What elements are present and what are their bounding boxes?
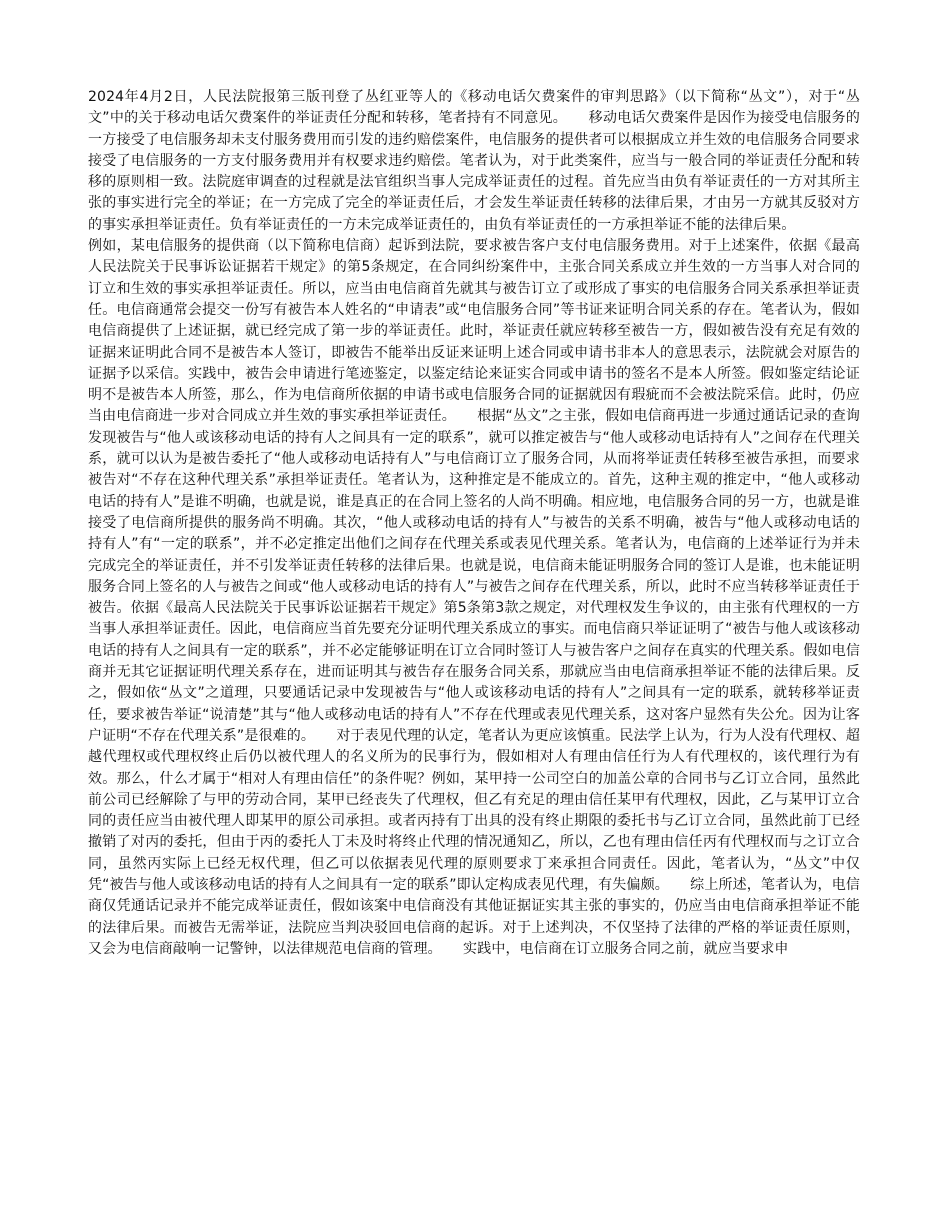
article-paragraph: 例如，某电信服务的提供商（以下简称电信商）起诉到法院，要求被告客户支付电信服务费用。对于上述案件，依据《最高人民法院关于民事诉讼证据若干规定》的第5条规定，在合同纠纷案件中，主张合同关系成立并生效的一方当事人对合同的订立和生效的事实承担举证责任。所以，应当由电信商首先就其与被告订立了或形成了事实的电信服务合同关系承担举证责任。电信商通常会提交一份写有被告本人姓名的“申请表”或“电信服务合同”等书证来证明合同关系的存在。笔者认为，假如电信商提供了上述证据，就已经完成了第一步的举证责任。此时，举证责任就应转移至被告一方，假如被告没有充足有效的证据来证明此合同不是被告本人签订，即被告不能举出反证来证明上述合同或申请书非本人的意思表示，法院就会对原告的证据予以采信。实践中，被告会申请进行笔迹鉴定，以鉴定结论来证实合同或申请书的签名不是本人所签。假如鉴定结论证明不是被告本人所签，那么，作为电信商所依据的申请书或电信服务合同的证据就因有瑕疵而不会被法院采信。此时，仍应当由电信商进一步对合同成立并生效的事实承担举证责任。 根据“丛文”之主张，假如电信商再进一步通过通话记录的查询发现被告与“他人或该移动电话的持有人之间具有一定的联系”，就可以推定被告与“他人或移动电话持有人”之间存在代理关系，就可以认为是被告委托了“他人或移动电话持有人”与电信商订立了服务合同，从而将举证责任转移至被告承担，而要求被告对“不存在这种代理关系”承担举证责任。笔者认为，这种推定是不能成立的。首先，这种主观的推定中，“他人或移动电话的持有人”是谁不明确，也就是说，谁是真正的在合同上签名的人尚不明确。相应地，电信服务合同的另一方，也就是谁接受了电信商所提供的服务尚不明确。其次，“他人或移动电话的持有人”与被告的关系不明确，被告与“他人或移动电话的持有人”有“一定的联系”，并不必定推定出他们之间存在代理关系或表见代理关系。笔者认为，电信商的上述举证行为并未完成完全的举证责任，并不引发举证责任转移的法律后果。也就是说，电信商未能证明服务合同的签订人是谁，也未能证明服务合同上签名的人与被告之间或“他人或移动电话的持有人”与被告之间存在代理关系，所以，此时不应当转移举证责任于被告。依据《最高人民法院关于民事诉讼证据若干规定》第5条第3款之规定，对代理权发生争议的，由主张有代理权的一方当事人承担举证责任。因此，电信商应当首先要充分证明代理关系成立的事实。而电信商只举证证明了“被告与他人或该移动电话的持有人之间具有一定的联系”，并不必定能够证明在订立合同时签订人与被告客户之间存在真实的代理关系。假如电信商并无其它证据证明代理关系存在，进而证明其与被告存在服务合同关系，那就应当由电信商承担举证不能的法律后果。反之，假如依“丛文”之道理，只要通话记录中发现被告与“他人或该移动电话的持有人”之间具有一定的联系，就转移举证责任，要求被告举证“说清楚”其与“他人或移动电话的持有人”不存在代理或表见代理关系，这对客户显然有失公允。因为让客户证明“不存在代理关系”是很难的。 对于表见代理的认定，笔者认为更应该慎重。民法学上认为，行为人没有代理权、超越代理权或代理权终止后仍以被代理人的名义所为的民事行为，假如相对人有理由信任行为人有代理权的，该代理行为有效。那么，什么才属于“相对人有理由信任”的条件呢？例如，某甲持一公司空白的加盖公章的合同书与乙订立合同，虽然此前公司已经解除了与甲的劳动合同，某甲已经丧失了代理权，但乙有充足的理由信任某甲有代理权，因此，乙与某甲订立合同的责任应当由被代理人即某甲的原公司承担。或者丙持有丁出具的没有终止期限的委托书与乙订立合同，虽然此前丁已经撤销了对丙的委托，但由于丙的委托人丁未及时将终止代理的情况通知乙，所以，乙也有理由信任丙有代理权而与之订立合同，虽然丙实际上已经无权代理，但乙可以依据表见代理的原则要求丁来承担合同责任。因此，笔者认为，“丛文”中仅凭“被告与他人或该移动电话的持有人之间具有一定的联系”即认定构成表见代理，有失偏颇。 综上所述，笔者认为，电信商仅凭通话记录并不能完成举证责任，假如该案中电信商没有其他证据证实其主张的事实的，仍应当由电信商承担举证不能的法律后果。而被告无需举证，法院应当判决驳回电信商的起诉。对于上述判决，不仅坚持了法律的严格的举证责任原则，又会为电信商敲响一记警钟，以法律规范电信商的管理。 实践中，电信商在订立服务合同之前，就应当要求申 [88,238,860,957]
article-paragraph: 2024年4月2日，人民法院报第三版刊登了丛红亚等人的《移动电话欠费案件的审判思路》（以下简称“丛文”），对于“丛文”中的关于移动电话欠费案件的举证责任分配和转移，笔者持有不同意见。 移动电话欠费案件是因作为接受电信服务的一方接受了电信服务却未支付服务费用而引发的违约赔偿案件，电信服务的提供者可以根据成立并生效的电信服务合同要求接受了电信服务的一方支付服务费用并有权要求违约赔偿。笔者认为，对于此类案件，应当与一般合同的举证责任分配和转移的原则相一致。法院庭审调查的过程就是法官组织当事人完成举证责任的过程。首先应当由负有举证责任的一方对其所主张的事实进行完全的举证；在一方完成了完全的举证责任后，才会发生举证责任转移的法律后果，才由另一方就其反驳对方的事实承担举证责任。负有举证责任的一方未完成举证责任的，由负有举证责任的一方承担举证不能的法律后果。 [88,89,860,233]
article-body [88,87,860,960]
